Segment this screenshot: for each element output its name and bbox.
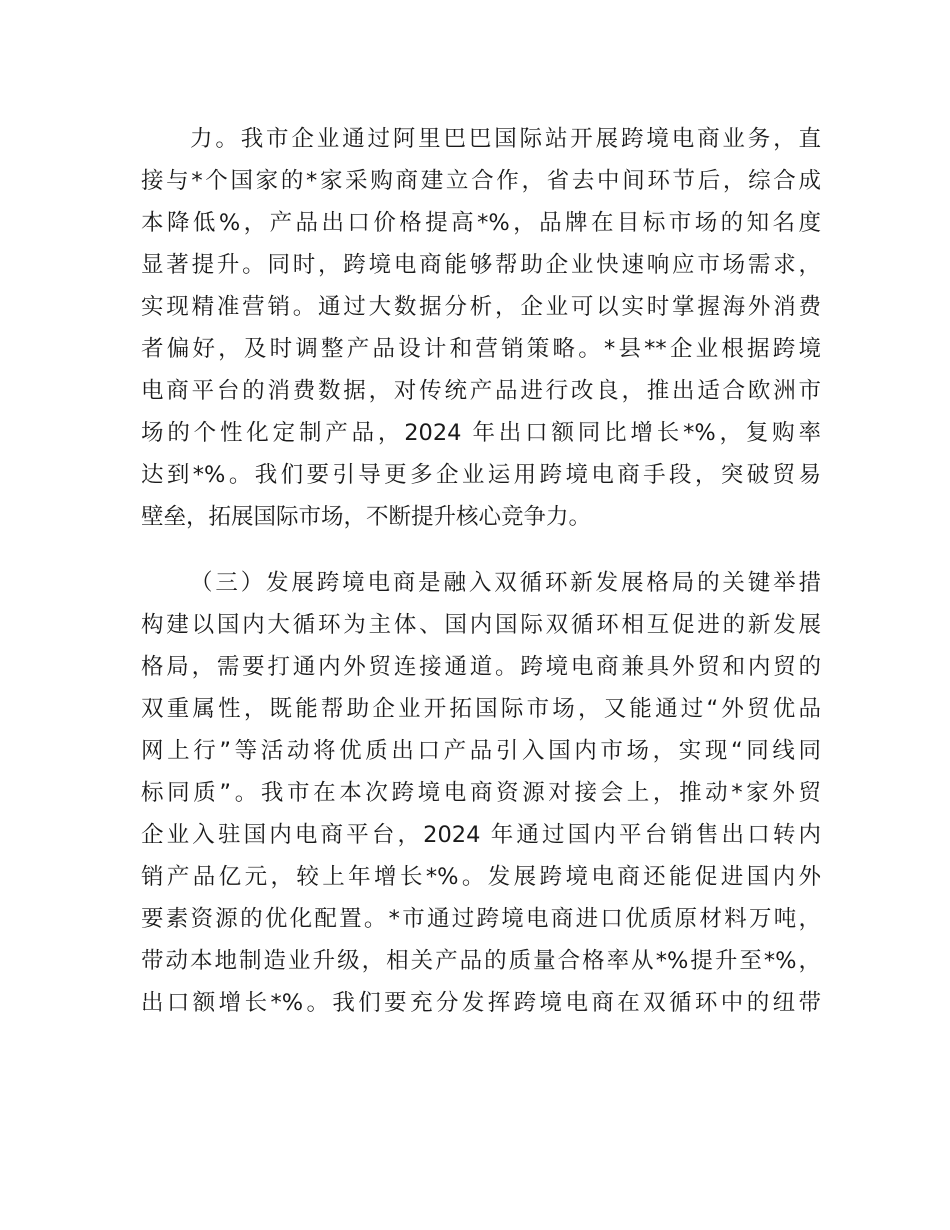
paragraph-1-line: 达到*%。我们要引导更多企业运用跨境电商手段，突破贸易 (141, 462, 821, 488)
paragraph-1-line: 壁垒，拓展国际市场，不断提升核心竞争力。 (141, 504, 592, 530)
paragraph-2-line: 要素资源的优化配置。*市通过跨境电商进口优质原材料万吨， (141, 906, 821, 932)
paragraph-2-line: 格局，需要打通内外贸连接通道。跨境电商兼具外贸和内贸的 (141, 654, 821, 680)
paragraph-2-line: 网上行”等活动将优质出口产品引入国内市场，实现“同线同 (141, 738, 821, 764)
paragraph-2-line: 企业入驻国内电商平台，2024 年通过国内平台销售出口转内 (141, 822, 821, 848)
paragraph-1-line: 接与*个国家的*家采购商建立合作，省去中间环节后，综合成 (141, 168, 821, 194)
paragraph-2-line: 双重属性，既能帮助企业开拓国际市场，又能通过“外贸优品 (141, 696, 821, 722)
paragraph-2-line: 带动本地制造业升级，相关产品的质量合格率从*%提升至*%， (141, 948, 821, 974)
paragraph-2-line: 销产品亿元，较上年增长*%。发展跨境电商还能促进国内外 (141, 864, 821, 890)
paragraph-1-line: 电商平台的消费数据，对传统产品进行改良，推出适合欧洲市 (141, 378, 821, 404)
paragraph-1-line: 者偏好，及时调整产品设计和营销策略。*县**企业根据跨境 (141, 336, 821, 362)
paragraph-1-line: 场的个性化定制产品，2024 年出口额同比增长*%，复购率 (141, 420, 821, 446)
paragraph-2-line: 构建以国内大循环为主体、国内国际双循环相互促进的新发展 (141, 612, 821, 638)
paragraph-2-line: 出口额增长*%。我们要充分发挥跨境电商在双循环中的纽带 (141, 990, 821, 1016)
paragraph-1-line: 力。我市企业通过阿里巴巴国际站开展跨境电商业务，直 (190, 126, 821, 152)
paragraph-2-line: 标同质”。我市在本次跨境电商资源对接会上，推动*家外贸 (141, 780, 821, 806)
paragraph-1-line: 实现精准营销。通过大数据分析，企业可以实时掌握海外消费 (141, 294, 821, 320)
paragraph-1-line: 显著提升。同时，跨境电商能够帮助企业快速响应市场需求， (141, 252, 821, 278)
paragraph-2-line: （三）发展跨境电商是融入双循环新发展格局的关键举措 (190, 570, 821, 596)
paragraph-1-line: 本降低%，产品出口价格提高*%，品牌在目标市场的知名度 (141, 210, 821, 236)
